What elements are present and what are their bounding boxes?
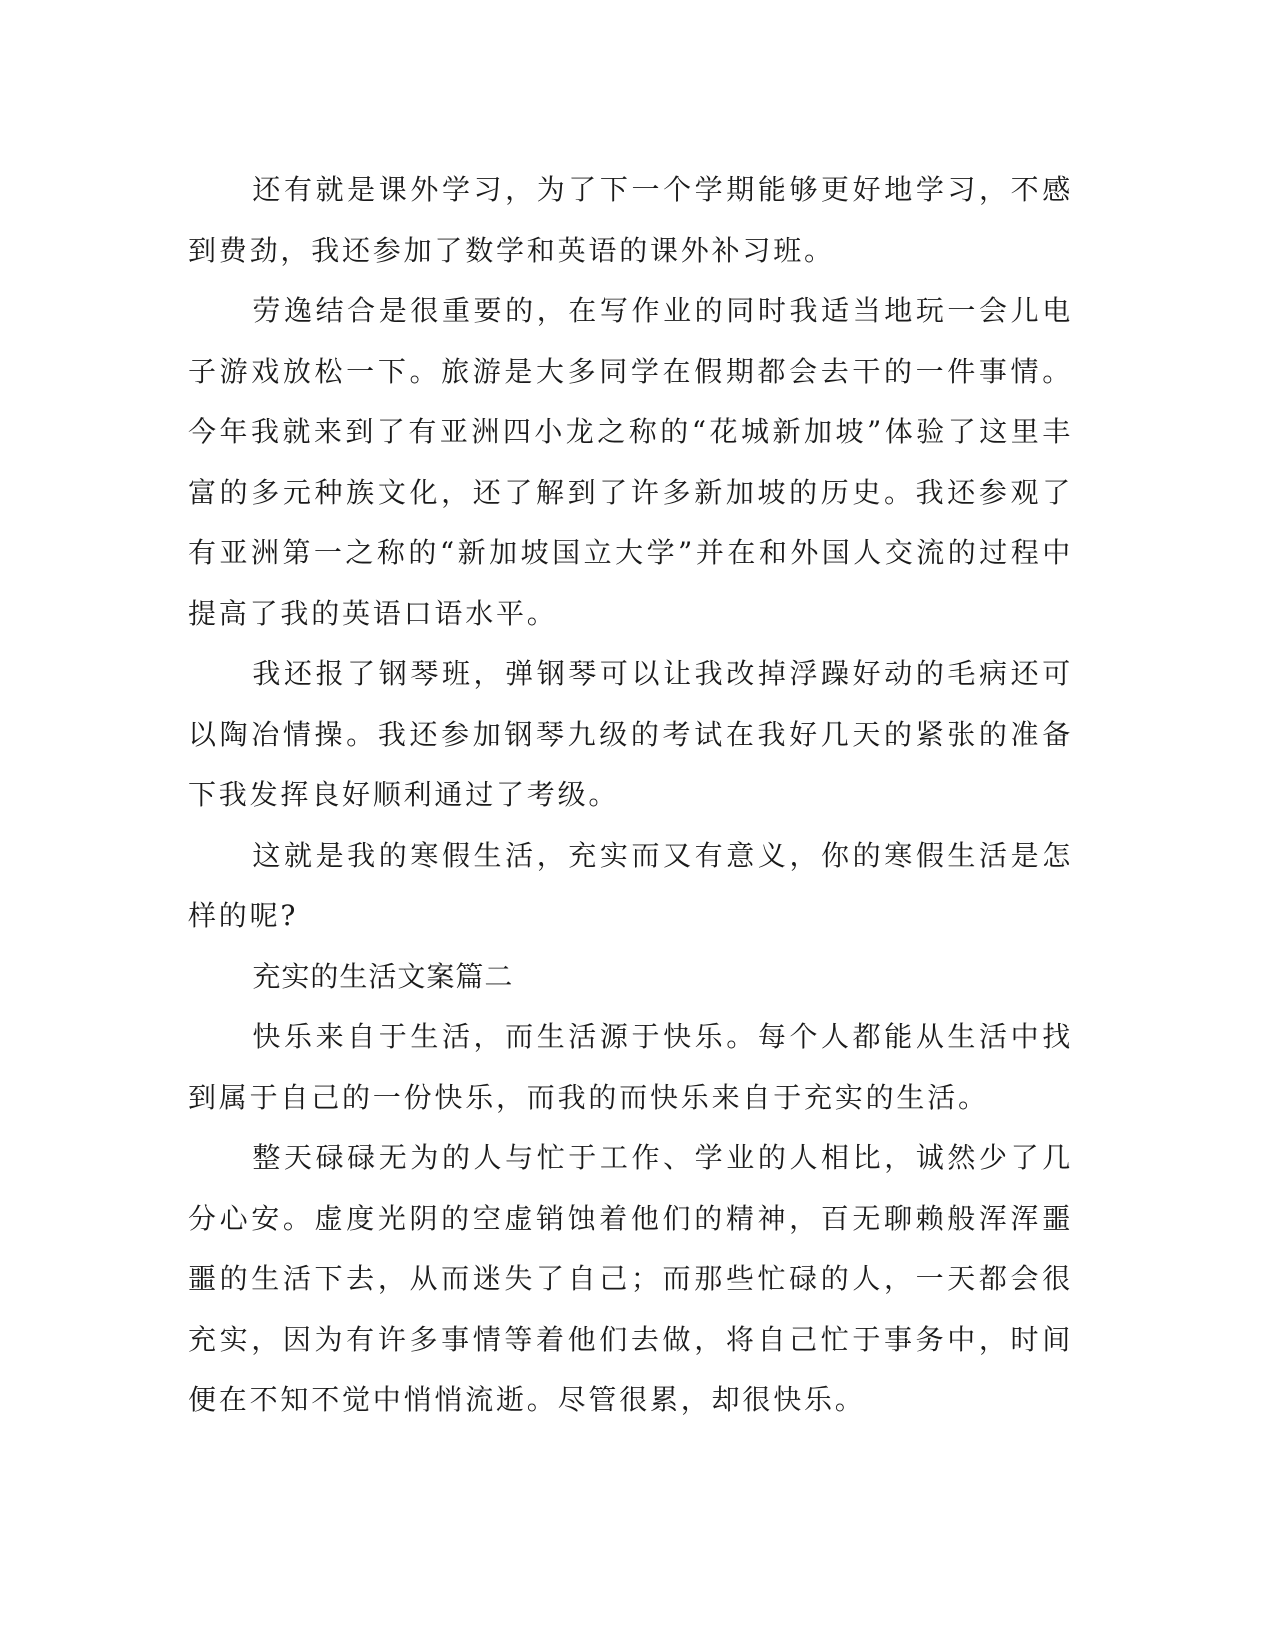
paragraph-travel-singapore: 劳逸结合是很重要的，在写作业的同时我适当地玩一会儿电子游戏放松一下。旅游是大多同学在假期都会去干的一件事情。今年我就来到了有亚洲四小龙之称的“花城新加坡”体验了这里丰富的多元种族文化，还了解到了许多新加坡的历史。我还参观了有亚洲第一之称的“新加坡国立大学”并在和外国人交流的过程中提高了我的英语口语水平。 <box>188 294 1073 630</box>
paragraph-piano-class: 我还报了钢琴班，弹钢琴可以让我改掉浮躁好动的毛病还可以陶冶情操。我还参加钢琴九级的考试在我好几天的紧张的准备下我发挥良好顺利通过了考级。 <box>188 657 1073 811</box>
paragraph-busy-vs-idle: 整天碌碌无为的人与忙于工作、学业的人相比，诚然少了几分心安。虚度光阴的空虚销蚀着他们的精神，百无聊赖般浑浑噩噩的生活下去，从而迷失了自己；而那些忙碌的人，一天都会很充实，因为有许多事情等着他们去做，将自己忙于事务中，时间便在不知不觉中悄悄流逝。尽管很累，却很快乐。 <box>188 1141 1073 1416</box>
paragraph-happiness-from-life: 快乐来自于生活，而生活源于快乐。每个人都能从生活中找到属于自己的一份快乐，而我的而快乐来自于充实的生活。 <box>188 1020 1073 1114</box>
section-heading: 充实的生活文案篇二 <box>252 959 514 993</box>
paragraph-extracurricular-study: 还有就是课外学习，为了下一个学期能够更好地学习，不感到费劲，我还参加了数学和英语的课外补习班。 <box>188 173 1073 267</box>
paragraph-winter-vacation-summary: 这就是我的寒假生活，充实而又有意义，你的寒假生活是怎样的呢? <box>188 838 1073 932</box>
document-body <box>188 160 1073 1431</box>
